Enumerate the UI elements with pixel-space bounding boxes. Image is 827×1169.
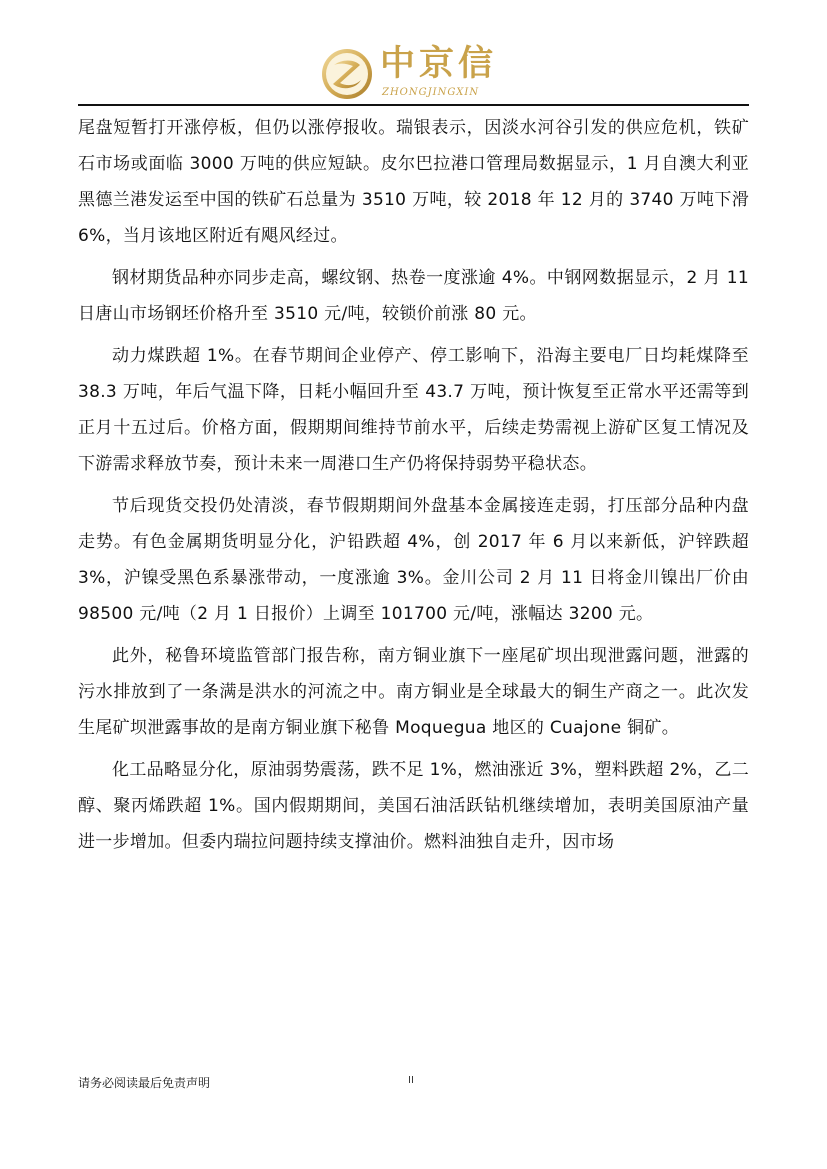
zhongjingxin-logo-icon: [320, 47, 374, 101]
paragraph-chemicals: 化工品略显分化，原油弱势震荡，跌不足 1%，燃油涨近 3%，塑料跌超 2%，乙二醇、聚丙烯跌超 1%。国内假期期间，美国石油活跃钻机继续增加，表明美国原油产量进一步增加。但委内瑞拉问题持续支撑油价。燃料油独自走升，因市场: [78, 760, 749, 852]
page-header: [0, 0, 827, 110]
footer-disclaimer: 请务必阅读最后免责声明: [78, 1076, 211, 1090]
paragraph-nonferrous: 节后现货交投仍处清淡，春节假期期间外盘基本金属接连走弱，打压部分品种内盘走势。有色金属期货明显分化，沪铅跌超 4%，创 2017 年 6 月以来新低，沪锌跌超 3%，沪镍受黑色系暴涨带动，一度涨逾 3%。金川公司 2 月 11 日将金川镍出厂价由 98500 元/吨（2 月 1 日报价）上调至 101700 元/吨，涨幅达 3200 元。: [78, 496, 749, 624]
logo-text-cn: 中京信: [380, 44, 498, 84]
page-number: II: [408, 1075, 414, 1086]
document-body: [78, 110, 749, 866]
logo-text-en: ZHONGJINGXIN: [382, 87, 480, 98]
paragraph-southern-copper: 此外，秘鲁环境监管部门报告称，南方铜业旗下一座尾矿坝出现泄露问题，泄露的污水排放到了一条满是洪水的河流之中。南方铜业是全球最大的铜生产商之一。此次发生尾矿坝泄露事故的是南方铜业旗下秘鲁 Moquegua 地区的 Cuajone 铜矿。: [78, 646, 749, 738]
paragraph-iron-ore: 尾盘短暂打开涨停板，但仍以涨停报收。瑞银表示，因淡水河谷引发的供应危机，铁矿石市场或面临 3000 万吨的供应短缺。皮尔巴拉港口管理局数据显示，1 月自澳大利亚黑德兰港发运至中国的铁矿石总量为 3510 万吨，较 2018 年 12 月的 3740 万吨下滑 6%，当月该地区附近有飓风经过。: [78, 118, 749, 246]
paragraph-steel: 钢材期货品种亦同步走高，螺纹钢、热卷一度涨逾 4%。中钢网数据显示，2 月 11 日唐山市场钢坯价格升至 3510 元/吨，较锁价前涨 80 元。: [78, 268, 749, 324]
header-divider: [78, 104, 749, 106]
paragraph-thermal-coal: 动力煤跌超 1%。在春节期间企业停产、停工影响下，沿海主要电厂日均耗煤降至 38.3 万吨，年后气温下降，日耗小幅回升至 43.7 万吨，预计恢复至正常水平还需等到正月十五过后。价格方面，假期期间维持节前水平，后续走势需视上游矿区复工情况及下游需求释放节奏，预计未来一周港口生产仍将保持弱势平稳状态。: [78, 346, 749, 474]
